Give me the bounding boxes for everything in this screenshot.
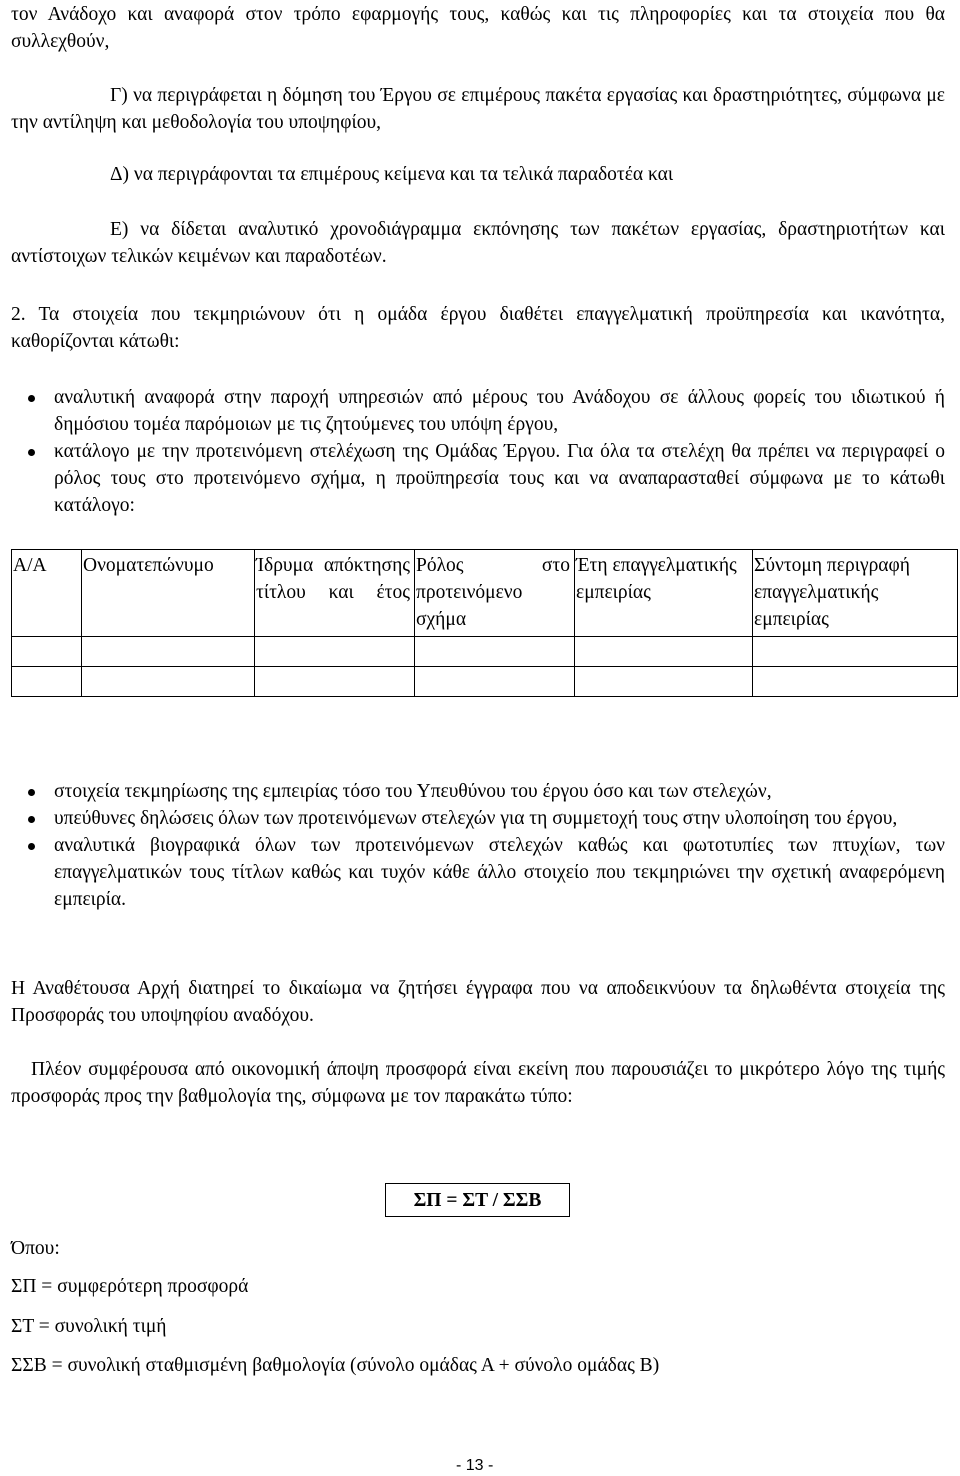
paragraph-contracting-authority: Η Αναθέτουσα Αρχή διατηρεί το δικαίωμα να ζητήσει έγγραφα που να αποδεικνύουν τα δηλωθέντα στοιχεία της Προσφοράς του υποψηφίου αναδόχου. <box>11 978 945 1026</box>
section-2-text: Τα στοιχεία που τεκμηριώνουν ότι η ομάδα έργου διαθέτει επαγγελματική προϋπηρεσία και ικανότητα, καθορίζονται κάτωθι: <box>11 304 945 352</box>
table-cell <box>753 667 958 697</box>
table-cell <box>255 667 415 697</box>
paragraph-g: Γ) να περιγράφεται η δόμηση του Έργου σε επιμέρους πακέτα εργασίας και δραστηριότητες, σύμφωνα με την αντίληψη και μεθοδολογία του υποψηφίου, <box>11 85 945 133</box>
paragraph-e: Ε) να δίδεται αναλυτικό χρονοδιάγραμμα εκπόνησης των πακέτων εργασίας, δραστηριοτήτων και αντίστοιχων τελικών κειμένων και παραδοτέων. <box>11 219 945 267</box>
table-header-cell: Σύντομη περιγραφή επαγγελματικής εμπειρίας <box>753 550 958 637</box>
paragraph-top: τον Ανάδοχο και αναφορά στον τρόπο εφαρμογής τους, καθώς και τις πληροφορίες και τα στοιχεία που θα συλλεχθούν, <box>11 4 945 52</box>
definition-item: ΣΤ = συνολική τιμή <box>11 1316 167 1337</box>
table-cell <box>82 637 255 667</box>
bullet-icon <box>28 843 35 850</box>
list-item-text: αναλυτική αναφορά στην παροχή υπηρεσιών από μέρους του Ανάδοχου σε άλλους φορείς του ιδιωτικού ή δημόσιου τομέα παρόμοιων με τις ζητούμενες του υπόψη έργου, <box>54 387 945 435</box>
definition-item: ΣΠ = συμφερότερη προσφορά <box>11 1276 249 1297</box>
table-row <box>12 637 958 667</box>
definitions-heading: Όπου: <box>11 1238 60 1259</box>
table-header-cell: Έτη επαγγελματικής εμπειρίας <box>575 550 753 637</box>
table-cell <box>82 667 255 697</box>
bullet-icon <box>28 395 35 402</box>
table-cell <box>575 637 753 667</box>
page-number: - 13 - <box>456 1457 494 1474</box>
list-item <box>11 805 945 832</box>
list-item <box>11 438 945 519</box>
list-item <box>11 384 945 438</box>
list-item <box>11 832 945 913</box>
list-item <box>11 778 945 805</box>
paragraph-section-2 <box>11 301 945 355</box>
formula-box: ΣΠ = ΣΤ / ΣΣΒ <box>385 1183 570 1217</box>
bullet-list-1 <box>11 384 945 519</box>
table-cell <box>415 637 575 667</box>
list-item-text: υπεύθυνες δηλώσεις όλων των προτεινόμενων στελεχών για τη συμμετοχή τους στην υλοποίηση του έργου, <box>54 808 898 829</box>
table-header-cell: Ίδρυμα απόκτησης τίτλου και έτος <box>255 550 415 637</box>
bullet-icon <box>28 449 35 456</box>
table-row <box>12 667 958 697</box>
staff-table <box>11 549 958 697</box>
bullet-list-2 <box>11 778 945 913</box>
table-cell <box>415 667 575 697</box>
table-cell <box>575 667 753 697</box>
paragraph-d: Δ) να περιγράφονται τα επιμέρους κείμενα και τα τελικά παραδοτέα και <box>110 164 674 185</box>
list-item-text: στοιχεία τεκμηρίωσης της εμπειρίας τόσο του Υπευθύνου του έργου όσο και των στελεχών, <box>54 781 772 802</box>
table-cell <box>753 637 958 667</box>
table-cell <box>12 637 82 667</box>
bullet-icon <box>28 816 35 823</box>
bullet-icon <box>28 789 35 796</box>
table-cell <box>12 667 82 697</box>
table-header-cell: Ονοματεπώνυμο <box>82 550 255 637</box>
table-header-cell: Α/Α <box>12 550 82 637</box>
definition-item: ΣΣΒ = συνολική σταθμισμένη βαθμολογία (σύνολο ομάδας Α + σύνολο ομάδας Β) <box>11 1355 660 1376</box>
list-item-text: αναλυτικά βιογραφικά όλων των προτεινόμενων στελεχών καθώς και φωτοτυπίες των πτυχίων, των επαγγελματικών τους τίτλων καθώς και τυχόν κάθε άλλο στοιχείο που τεκμηριώνει την σχετική αναφερόμενη εμπειρία. <box>54 835 945 910</box>
section-number: 2. <box>11 304 26 325</box>
table-cell <box>255 637 415 667</box>
list-item-text: κατάλογο με την προτεινόμενη στελέχωση της Ομάδας Έργου. Για όλα τα στελέχη θα πρέπει να περιγραφεί ο ρόλος τους στο προτεινόμενο σχήμα, η προϋπηρεσία τους και να αναπαρασταθεί σύμφωνα με το κάτωθι κατάλογο: <box>54 441 945 516</box>
paragraph-best-offer: Πλέον συμφέρουσα από οικονομική άποψη προσφορά είναι εκείνη που παρουσιάζει το μικρότερο λόγο της τιμής προσφοράς προς την βαθμολογία της, σύμφωνα με τον παρακάτω τύπο: <box>11 1059 945 1107</box>
table-header-cell: Ρόλος στο προτεινόμενο σχήμα <box>415 550 575 637</box>
table-header-row <box>12 550 958 637</box>
